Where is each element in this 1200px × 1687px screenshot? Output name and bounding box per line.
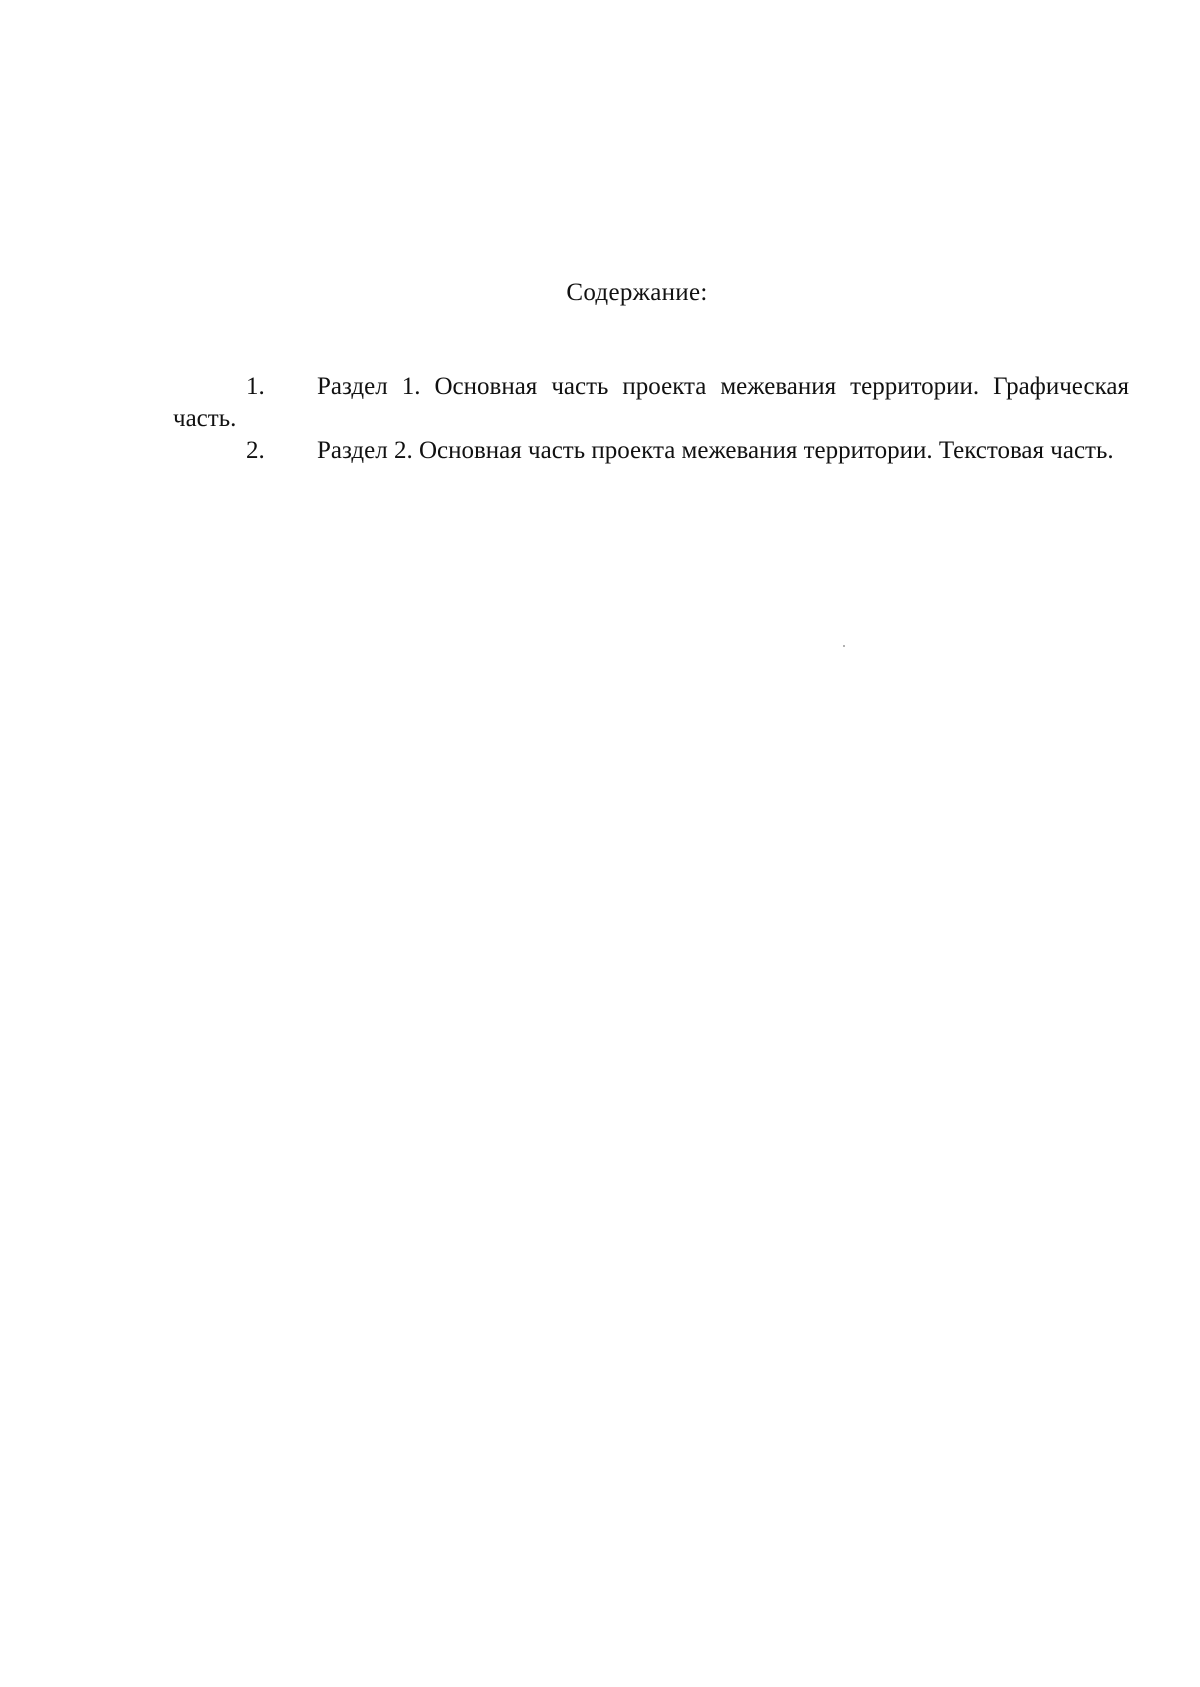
toc-item-section-1: [173, 371, 1129, 435]
contents-heading: Содержание:: [566, 279, 708, 306]
toc-item-text: Раздел 1. Основная часть проекта межевания территории. Графическая часть.: [173, 373, 1129, 432]
toc-item-number: 2.: [246, 437, 265, 464]
toc-item-number: 1.: [246, 373, 265, 400]
scan-speck: [843, 645, 845, 647]
table-of-contents: [173, 371, 1129, 467]
toc-item-text: Раздел 2. Основная часть проекта межевания территории. Текстовая часть.: [317, 437, 1114, 464]
toc-item-section-2: [173, 435, 1129, 467]
